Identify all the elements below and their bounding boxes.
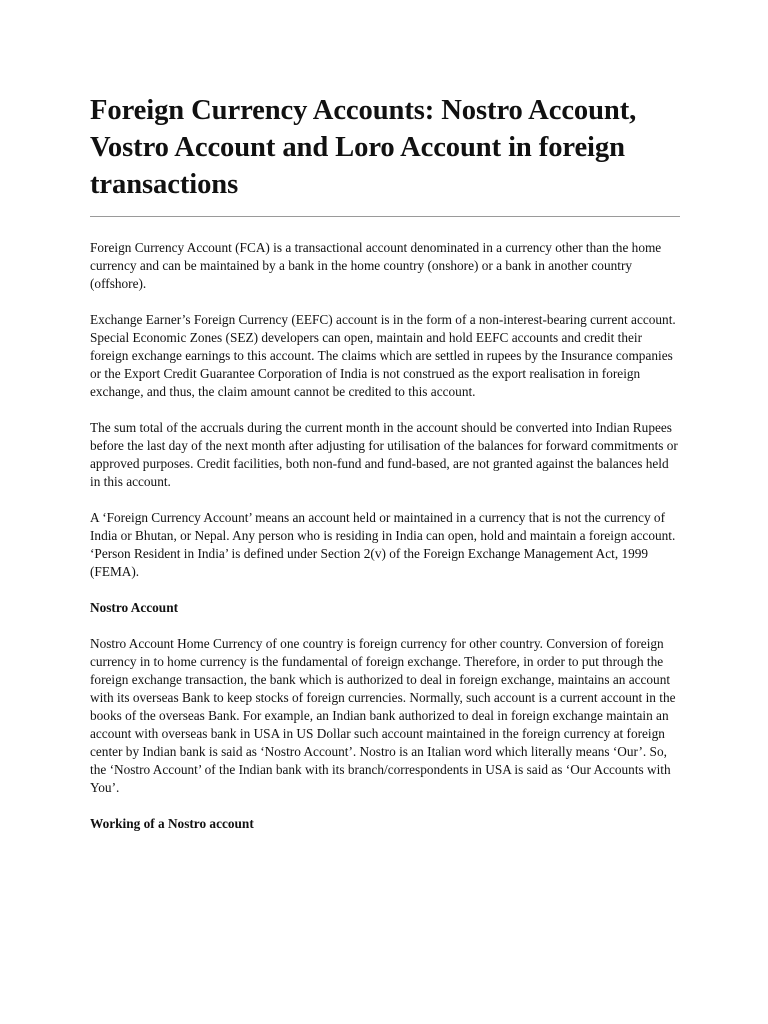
- document-title: Foreign Currency Accounts: Nostro Account, Vostro Account and Loro Account in foreign transactions: [90, 95, 637, 200]
- paragraph-fca-meaning: A ‘Foreign Currency Account’ means an account held or maintained in a currency that is not the currency of India or Bhutan, or Nepal. Any person who is residing in India can open, hold and maintain a foreign account. ‘Person Resident in India’ is defined under Section 2(v) of the Foreign Exchange Management Act, 1999 (FEMA).: [90, 510, 676, 579]
- paragraph-eefc-account: Exchange Earner’s Foreign Currency (EEFC) account is in the form of a non-interest-bearing current account. Special Economic Zones (SEZ) developers can open, maintain and hold EEFC accounts and credit their foreign exchange earnings to this account. The claims which are settled in rupees by the Insurance companies or the Export Credit Guarantee Corporation of India is not construed as the export realisation in foreign exchange, and thus, the claim amount cannot be credited to this account.: [90, 312, 676, 399]
- document-page: [90, 92, 682, 851]
- title-divider: [90, 216, 680, 217]
- section-heading-nostro: Nostro Account: [90, 600, 179, 615]
- paragraph-fca-definition: Foreign Currency Account (FCA) is a transactional account denominated in a currency other than the home currency and can be maintained by a bank in the home country (onshore) or a bank in another country (offshore).: [90, 240, 662, 291]
- paragraph-accruals: The sum total of the accruals during the current month in the account should be converted into Indian Rupees before the last day of the next month after adjusting for utilisation of the balances for forward commitments or approved purposes. Credit facilities, both non-fund and fund-based, are not granted against the balances held in this account.: [90, 420, 678, 489]
- section-heading-working-nostro: Working of a Nostro account: [90, 816, 254, 831]
- document-body: [90, 239, 682, 833]
- paragraph-nostro-account: Nostro Account Home Currency of one country is foreign currency for other country. Conversion of foreign currency in to home currency is the fundamental of foreign exchange. Therefore, in order to put through the foreign exchange transaction, the bank which is authorized to deal in foreign exchange, maintains an account with its overseas Bank to keep stocks of foreign currencies. Normally, such account is a current account in the books of the overseas Bank. For example, an Indian bank authorized to deal in foreign exchange maintain an account with overseas bank in USA in US Dollar such account maintained in the foreign currency at foreign center by Indian bank is said as ‘Nostro Account’. Nostro is an Italian word which literally means ‘Our’. So, the ‘Nostro Account’ of the Indian bank with its branch/correspondents in USA is said as ‘Our Accounts with You’.: [90, 636, 676, 795]
